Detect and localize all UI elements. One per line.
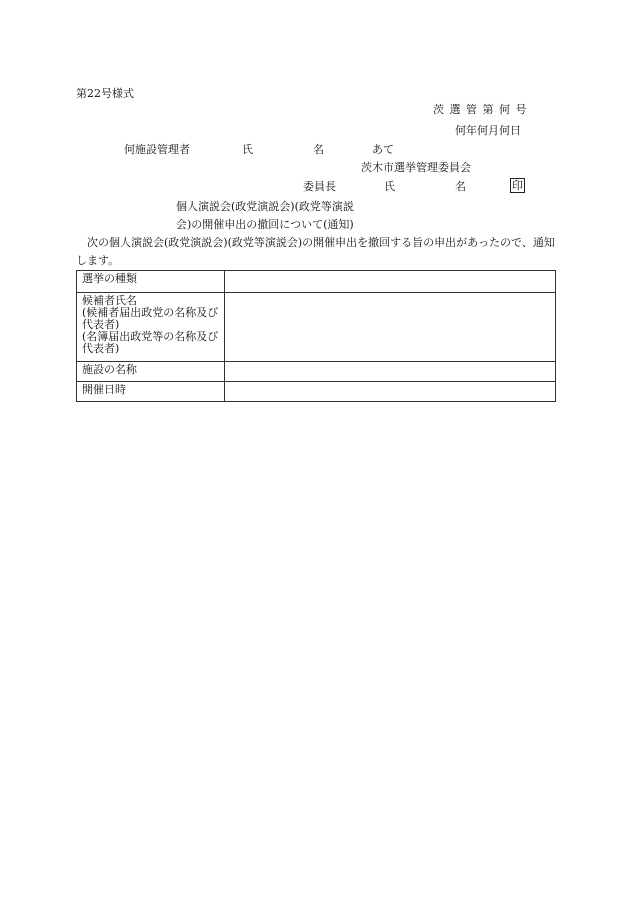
- facility-name-label: 施設の名称: [77, 362, 225, 382]
- candidate-name-value: [225, 293, 556, 362]
- facility-name-value: [225, 362, 556, 382]
- document-date: 何年何月何日: [455, 124, 521, 137]
- form-number: 第22号様式: [76, 87, 134, 100]
- sender-organization: 茨木市選挙管理委員会: [361, 161, 471, 174]
- election-type-label: 選挙の種類: [77, 271, 225, 293]
- candidate-name-label: [77, 293, 225, 362]
- event-datetime-label: 開催日時: [77, 382, 225, 402]
- addressee-title: 何施設管理者: [124, 143, 190, 156]
- addressee-name-second: 名: [313, 143, 324, 156]
- sender-name-second: 名: [455, 180, 466, 193]
- document-number: 茨 選 管 第 何 号: [433, 103, 528, 116]
- addressee-name-first: 氏: [242, 143, 253, 156]
- table-row: [77, 362, 556, 382]
- candidate-name-label-party: (候補者届出政党の名称及び代表者): [82, 306, 219, 331]
- table-row: [77, 271, 556, 293]
- seal-stamp-box: 印: [512, 179, 523, 192]
- sender-name-first: 氏: [384, 180, 395, 193]
- subject-line-1: 個人演説会(政党演説会)(政党等演説: [176, 200, 354, 213]
- subject: [176, 198, 354, 234]
- event-datetime-value: [225, 382, 556, 402]
- addressee-suffix: あて: [372, 143, 394, 156]
- table-row: [77, 382, 556, 402]
- sender-position: 委員長: [303, 180, 336, 193]
- withdrawal-info-table: [76, 270, 556, 402]
- subject-line-2: 会)の開催申出の撤回について(通知): [176, 218, 354, 231]
- candidate-name-label-main: 候補者氏名: [82, 294, 137, 307]
- election-type-value: [225, 271, 556, 293]
- body-text: 次の個人演説会(政党演説会)(政党等演説会)の開催申出を撤回する旨の申出があったので、通知します。: [76, 236, 555, 267]
- table-row: [77, 293, 556, 362]
- candidate-name-label-list: (名簿届出政党等の名称及び代表者): [82, 330, 219, 355]
